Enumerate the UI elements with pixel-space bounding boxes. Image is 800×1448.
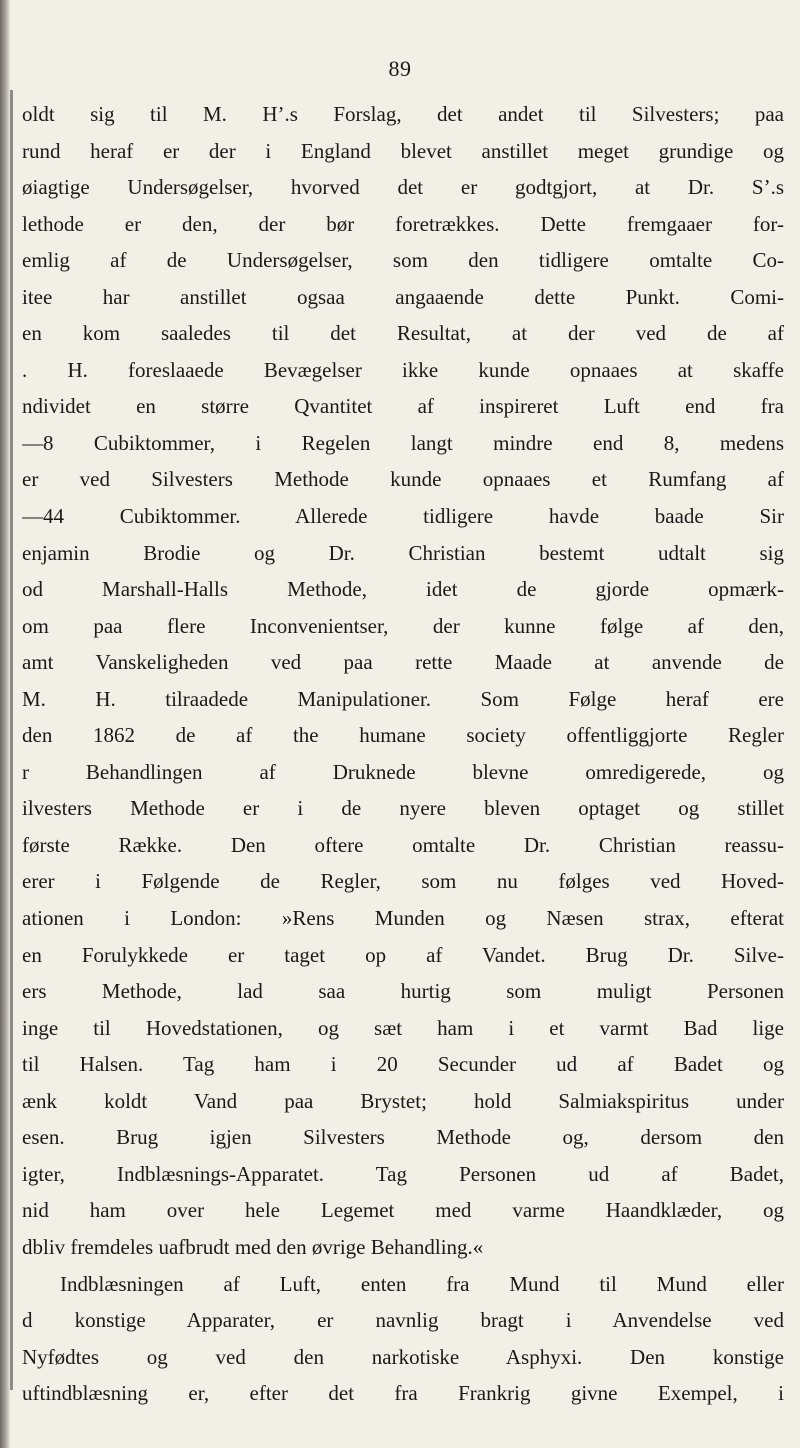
text-line: uftindblæsning er, efter det fra Frankrig givne Exempel, i <box>22 1381 784 1406</box>
page-binding-edge <box>0 0 10 1448</box>
text-line: oldt sig til M. H’.s Forslag, det andet til Silvesters; paa <box>22 102 784 126</box>
text-line: ndividet en større Qvantitet af inspireret Luft end fra <box>22 394 784 419</box>
text-line: enjamin Brodie og Dr. Christian bestemt udtalt sig <box>22 540 784 565</box>
text-line: od Marshall-Halls Methode, idet de gjorde opmærk- <box>22 577 784 602</box>
text-line: ationen i London: »Rens Munden og Næsen strax, efterat <box>22 906 784 931</box>
text-line: inge til Hovedstationen, og sæt ham i et varmt Bad lige <box>22 1015 784 1040</box>
text-line: —44 Cubiktommer. Allerede tidligere havde baade Sir <box>22 504 784 529</box>
page-number: 89 <box>388 56 412 81</box>
text-line: erer i Følgende de Regler, som nu følges ved Hoved- <box>22 869 784 894</box>
binding-shadow <box>10 90 13 1390</box>
text-line: ænk koldt Vand paa Brystet; hold Salmiakspiritus under <box>22 1088 784 1113</box>
text-line: d konstige Apparater, er navnlig bragt i Anvendelse ved <box>22 1308 784 1333</box>
text-line: itee har anstillet ogsaa angaaende dette Punkt. Comi- <box>22 284 784 309</box>
text-line: er ved Silvesters Methode kunde opnaaes et Rumfang af <box>22 467 784 492</box>
body-text <box>22 96 784 1412</box>
text-line: Indblæsningen af Luft, enten fra Mund til Mund eller <box>60 1271 784 1296</box>
text-line: en Forulykkede er taget op af Vandet. Brug Dr. Silve- <box>22 942 784 967</box>
text-line: ers Methode, lad saa hurtig som muligt Personen <box>22 979 784 1004</box>
text-line: amt Vanskeligheden ved paa rette Maade at anvende de <box>22 650 784 675</box>
text-line: ilvesters Methode er i de nyere bleven optaget og stillet <box>22 796 784 821</box>
text-line: emlig af de Undersøgelser, som den tidligere omtalte Co- <box>22 248 784 273</box>
text-line: nid ham over hele Legemet med varme Haandklæder, og <box>22 1198 784 1223</box>
text-line: Nyfødtes og ved den narkotiske Asphyxi. Den konstige <box>22 1344 784 1369</box>
text-line: første Række. Den oftere omtalte Dr. Christian reassu- <box>22 832 784 857</box>
text-line: til Halsen. Tag ham i 20 Secunder ud af Badet og <box>22 1052 784 1077</box>
text-line: M. H. tilraadede Manipulationer. Som Følge heraf ere <box>22 686 784 711</box>
text-line: igter, Indblæsnings-Apparatet. Tag Personen ud af Badet, <box>22 1161 784 1186</box>
text-line: esen. Brug igjen Silvesters Methode og, dersom den <box>22 1125 784 1150</box>
text-line: en kom saaledes til det Resultat, at der ved de af <box>22 321 784 346</box>
text-line: om paa flere Inconvenientser, der kunne følge af den, <box>22 613 784 638</box>
text-line: den 1862 de af the humane society offentliggjorte Regler <box>22 723 784 748</box>
text-line: rund heraf er der i England blevet anstillet meget grundige og <box>22 138 784 163</box>
text-line: —8 Cubiktommer, i Regelen langt mindre end 8, medens <box>22 430 784 455</box>
text-line: r Behandlingen af Druknede blevne omredigerede, og <box>22 759 784 784</box>
text-line: øiagtige Undersøgelser, hvorved det er godtgjort, at Dr. S’.s <box>22 175 784 200</box>
text-line: lethode er den, der bør foretrækkes. Dette fremgaaer for- <box>22 211 784 236</box>
text-line: . H. foreslaaede Bevægelser ikke kunde opnaaes at skaffe <box>22 357 784 382</box>
text-line: dbliv fremdeles uafbrudt med den øvrige Behandling.« <box>22 1234 484 1259</box>
